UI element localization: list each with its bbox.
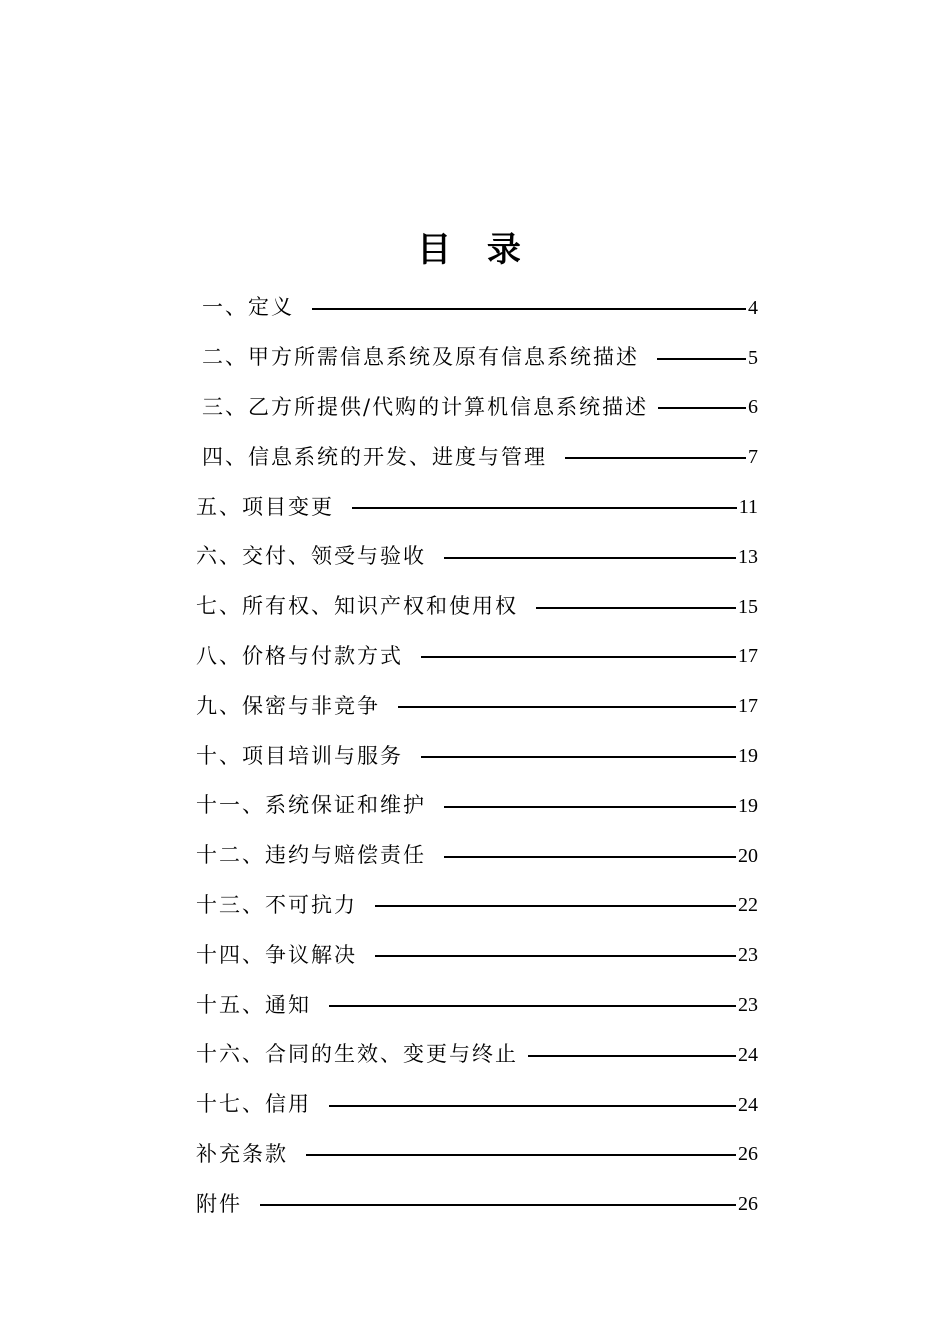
toc-leader — [565, 457, 746, 459]
toc-entry[interactable] — [196, 930, 758, 980]
toc-leader — [528, 1055, 736, 1057]
toc-entry-page: 26 — [738, 1193, 758, 1216]
toc-entry-label: 十五、通知 — [196, 992, 311, 1017]
toc-entry-page: 5 — [748, 346, 758, 369]
toc-entry[interactable] — [196, 333, 758, 383]
toc-entry-label: 十二、违约与赔偿责任 — [196, 843, 426, 868]
toc-entry-page: 22 — [738, 894, 758, 917]
toc-entry[interactable] — [196, 1179, 758, 1229]
toc-entry[interactable] — [196, 432, 758, 482]
toc-leader — [329, 1005, 736, 1007]
toc-leader — [306, 1154, 736, 1156]
toc-entry-label: 十六、合同的生效、变更与终止 — [196, 1042, 518, 1067]
toc-entry-label: 四、信息系统的开发、进度与管理 — [202, 444, 547, 469]
toc-entry-label: 二、甲方所需信息系统及原有信息系统描述 — [202, 345, 639, 370]
toc-entry-page: 7 — [748, 446, 758, 469]
toc-entry[interactable] — [196, 831, 758, 881]
toc-entry-page: 13 — [738, 545, 758, 568]
toc-leader — [421, 756, 736, 758]
toc-entry-page: 11 — [738, 496, 758, 519]
toc-entry-label: 一、定义 — [202, 295, 294, 320]
toc-entry[interactable] — [196, 1030, 758, 1080]
toc-list — [196, 283, 758, 1229]
toc-leader — [375, 905, 736, 907]
toc-leader — [398, 706, 736, 708]
toc-entry[interactable] — [196, 532, 758, 582]
toc-leader — [657, 358, 746, 360]
toc-entry-label: 补充条款 — [196, 1141, 288, 1166]
toc-entry[interactable] — [196, 731, 758, 781]
toc-entry[interactable] — [196, 681, 758, 731]
toc-entry-page: 26 — [738, 1143, 758, 1166]
toc-entry-label: 十一、系统保证和维护 — [196, 793, 426, 818]
toc-entry[interactable] — [196, 582, 758, 632]
toc-leader — [421, 656, 736, 658]
toc-entry-label: 八、价格与付款方式 — [196, 643, 403, 668]
toc-entry-label: 十、项目培训与服务 — [196, 743, 403, 768]
toc-entry-page: 15 — [738, 595, 758, 618]
toc-leader — [329, 1105, 736, 1107]
toc-entry-page: 20 — [738, 844, 758, 867]
toc-entry-label: 六、交付、领受与验收 — [196, 544, 426, 569]
toc-entry-label: 十三、不可抗力 — [196, 892, 357, 917]
toc-entry-label: 五、项目变更 — [196, 494, 334, 519]
toc-leader — [375, 955, 736, 957]
toc-entry-page: 24 — [738, 1043, 758, 1066]
toc-entry-page: 23 — [738, 994, 758, 1017]
toc-entry-label: 附件 — [196, 1191, 242, 1216]
toc-entry-page: 4 — [748, 296, 758, 319]
toc-entry-label: 十四、争议解决 — [196, 942, 357, 967]
toc-entry-page: 23 — [738, 944, 758, 967]
toc-entry-label: 三、乙方所提供/代购的计算机信息系统描述 — [202, 394, 649, 419]
toc-entry-page: 24 — [738, 1093, 758, 1116]
toc-entry[interactable] — [196, 881, 758, 931]
toc-entry-page: 6 — [748, 396, 758, 419]
toc-entry-label: 九、保密与非竞争 — [196, 693, 380, 718]
toc-leader — [658, 407, 746, 409]
toc-leader — [444, 856, 736, 858]
toc-entry-page: 17 — [738, 695, 758, 718]
toc-entry[interactable] — [196, 283, 758, 333]
toc-entry[interactable] — [196, 632, 758, 682]
toc-leader — [536, 607, 736, 609]
toc-leader — [260, 1204, 736, 1206]
toc-entry[interactable] — [196, 1130, 758, 1180]
toc-entry-page: 19 — [738, 745, 758, 768]
toc-leader — [312, 308, 746, 310]
toc-entry-page: 19 — [738, 794, 758, 817]
toc-entry[interactable] — [196, 482, 758, 532]
toc-entry-label: 七、所有权、知识产权和使用权 — [196, 594, 518, 619]
toc-leader — [352, 507, 737, 509]
toc-entry[interactable] — [196, 781, 758, 831]
toc-entry[interactable] — [196, 980, 758, 1030]
toc-leader — [444, 806, 736, 808]
toc-entry-label: 十七、信用 — [196, 1092, 311, 1117]
toc-leader — [444, 557, 736, 559]
toc-entry-page: 17 — [738, 645, 758, 668]
toc-entry[interactable] — [196, 383, 758, 433]
toc-title: 目 录 — [417, 230, 533, 270]
toc-entry[interactable] — [196, 1080, 758, 1130]
